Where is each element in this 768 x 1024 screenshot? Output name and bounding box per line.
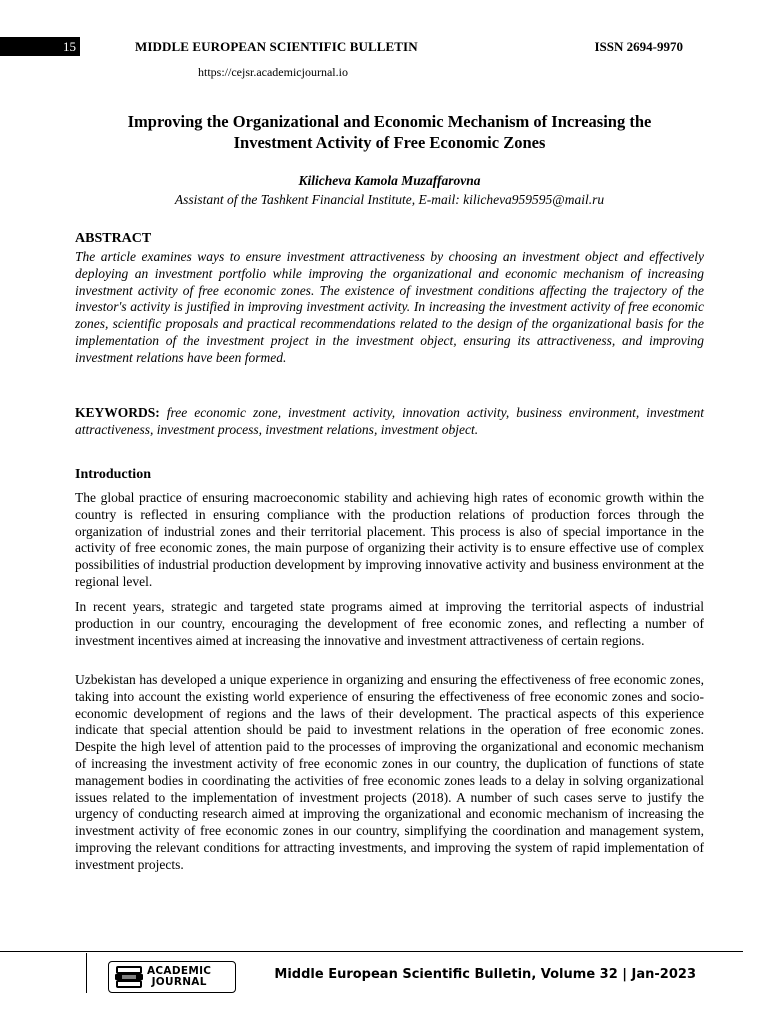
book-stack-icon: [113, 964, 145, 990]
footer-vertical-divider: [86, 953, 87, 993]
logo-line-2: JOURNAL: [151, 976, 207, 988]
academic-journal-logo: [108, 961, 236, 993]
abstract-text: The article examines ways to ensure investment attractiveness by choosing an investment object and effectively deploying an investment portfolio while improving the organizational and economic mechanism of increasing investment activity of free economic zones. The existence of investment conditions affecting the trajectory of the investor's activity is justified in improving investment activity. In increasing the investment activity of free economic zones, scientific proposals and practical recommendations related to the design of the organizational basis for the implementation of the investment project in the investment object, ensuring its attractiveness, and improving investment relations have been formed.: [75, 249, 704, 365]
abstract-heading: ABSTRACT: [75, 231, 152, 246]
footer-citation: Middle European Scientific Bulletin, Volume 32 | Jan-2023: [274, 967, 696, 982]
introduction-heading: Introduction: [75, 467, 151, 482]
body-paragraph: Uzbekistan has developed a unique experience in organizing and ensuring the effectiveness of free economic zones, taking into account the existing world experience of ensuring the effectiveness of free economic zones and socio-economic development of regions and the laws of their development. The practical aspects of this experience indicate that special attention should be paid to investment relations in the operation of free economic zones. Despite the high level of attention paid to the processes of improving the organizational and economic mechanism of increasing the investment activity of free economic zones in our country, the duplication of functions of state management bodies in coordinating the activities of free economic zones leads to a delay in solving organizational issues related to the implementation of investment projects (2018). A number of such cases serve to justify the urgency of conducting research aimed at improving the organizational and economic mechanism of increasing the investment activity of free economic zones in our country, simplifying the coordination and management system, improving the relevant conditions for attracting investments, and improving the system of rapid implementation of investment projects.: [75, 672, 704, 872]
body-paragraph: The global practice of ensuring macroeconomic stability and achieving high rates of economic growth within the country is reflected in ensuring compliance with the production relations of production forces through the organization of industrial zones and their territorial placement. This process is also of special importance in the activity of free economic zones, the main purpose of organizing their activity is to ensure effective use of complex possibilities of industrial production development by improving innovative activity and business environment at the regional level.: [75, 490, 704, 589]
keywords-text: free economic zone, investment activity, innovation activity, business environment, investment attractiveness, investment process, investment relations, investment object.: [75, 405, 705, 437]
issn: ISSN 2694-9970: [594, 39, 683, 54]
journal-url[interactable]: https://cejsr.academicjournal.io: [198, 65, 348, 79]
footer-divider: [0, 951, 743, 952]
title-line-2: Investment Activity of Free Economic Zones: [233, 133, 546, 152]
logo-text: [147, 966, 211, 988]
article-title: [75, 111, 704, 153]
journal-name: MIDDLE EUROPEAN SCIENTIFIC BULLETIN: [135, 39, 418, 54]
author-affiliation: Assistant of the Tashkent Financial Institute, E-mail: kilicheva959595@mail.ru: [174, 192, 605, 207]
author-name: Kilicheva Kamola Muzaffarovna: [298, 173, 481, 188]
body-paragraph: In recent years, strategic and targeted state programs aimed at improving the territorial aspects of industrial production in our country, encouraging the development of free economic zones, and reflecting a number of investment incentives aimed at increasing the innovative and investment attractiveness of certain regions.: [75, 599, 704, 648]
page-number: 15: [0, 37, 80, 56]
logo-line-1: ACADEMIC: [147, 965, 212, 977]
keywords-label: KEYWORDS:: [75, 405, 160, 420]
title-line-1: Improving the Organizational and Economic Mechanism of Increasing the: [127, 112, 652, 131]
keywords: [75, 405, 704, 439]
